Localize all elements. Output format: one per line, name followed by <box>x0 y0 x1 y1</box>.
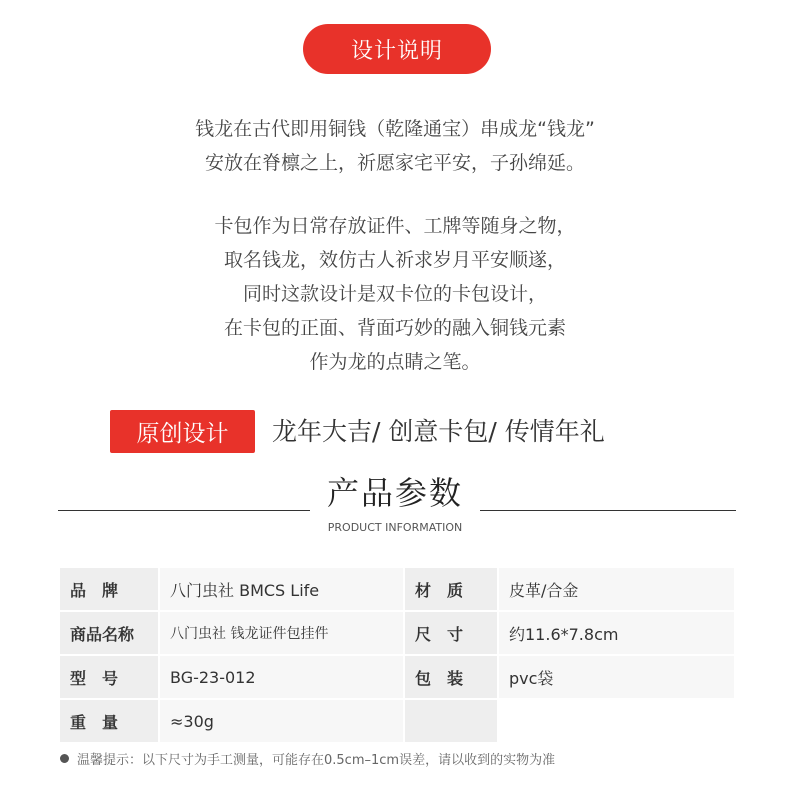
spec-table <box>58 566 736 744</box>
table-row <box>60 700 734 742</box>
spec-key: 材 质 <box>405 568 497 610</box>
spec-key: 包 装 <box>405 656 497 698</box>
description-paragraph-1 <box>0 112 790 180</box>
description-line: 卡包作为日常存放证件、工牌等随身之物， <box>214 215 576 237</box>
params-subtitle: PRODUCT INFORMATION <box>327 521 463 534</box>
spec-key <box>405 700 497 742</box>
section-title: 设计说明 <box>350 38 443 64</box>
spec-value: 八门虫社 BMCS Life <box>160 568 403 610</box>
spec-key: 品 牌 <box>60 568 158 610</box>
description-line: 取名钱龙，效仿古人祈求岁月平安顺遂， <box>223 249 566 271</box>
spec-key: 型 号 <box>60 656 158 698</box>
original-design-tag <box>110 410 255 453</box>
section-title-badge <box>303 24 491 74</box>
tag-label: 原创设计 <box>136 421 229 447</box>
table-row <box>60 568 734 610</box>
description-line: 作为龙的点睛之笔。 <box>309 351 481 373</box>
spec-value: 八门虫社 钱龙证件包挂件 <box>160 612 403 654</box>
spec-key: 商品名称 <box>60 612 158 654</box>
table-row <box>60 656 734 698</box>
measurement-note <box>60 749 555 768</box>
params-title: 产品参数 <box>326 474 463 512</box>
description-line: 同时这款设计是双卡位的卡包设计， <box>242 283 547 305</box>
tagline: 龙年大吉/ 创意卡包/ 传情年礼 <box>272 417 605 446</box>
spec-value: pvc袋 <box>499 656 734 698</box>
spec-value: 皮革/合金 <box>499 568 734 610</box>
divider-left <box>58 510 310 511</box>
description-line: 安放在脊檩之上，祈愿家宅平安，子孙绵延。 <box>204 152 585 174</box>
table-row <box>60 612 734 654</box>
description-line: 钱龙在古代即用铜钱（乾隆通宝）串成龙“钱龙” <box>195 118 595 140</box>
spec-value: ≈30g <box>160 700 403 742</box>
divider-right <box>480 510 736 511</box>
description-paragraph-2 <box>0 209 790 379</box>
spec-key: 尺 寸 <box>405 612 497 654</box>
spec-value <box>499 700 734 742</box>
description-line: 在卡包的正面、背面巧妙的融入铜钱元素 <box>223 317 566 339</box>
spec-value: 约11.6*7.8cm <box>499 612 734 654</box>
note-text: 温馨提示：以下尺寸为手工测量，可能存在0.5cm–1cm误差，请以收到的实物为准 <box>77 753 556 768</box>
spec-key: 重 量 <box>60 700 158 742</box>
bullet-icon <box>60 754 69 763</box>
spec-value: BG-23-012 <box>160 656 403 698</box>
